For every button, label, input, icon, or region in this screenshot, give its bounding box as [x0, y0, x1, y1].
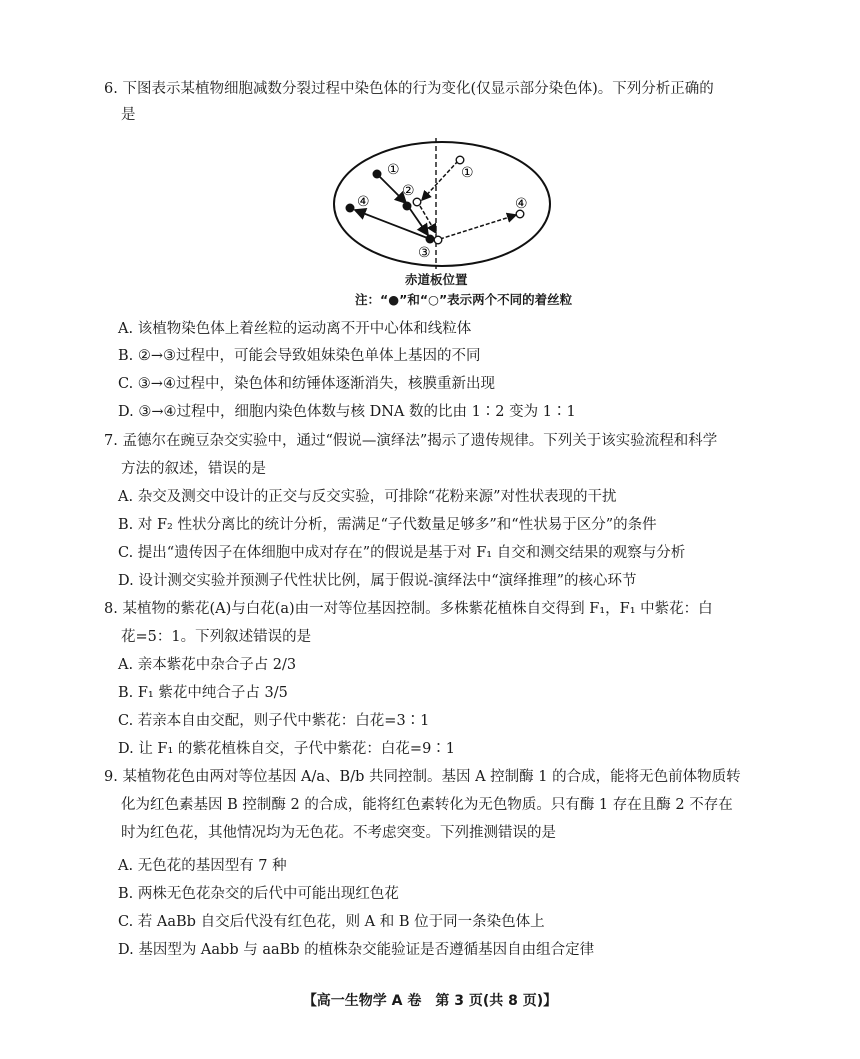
solid-centromere-4 [346, 204, 355, 213]
label-hollow-4: ④ [515, 196, 528, 212]
q8-option-b: B. F₁ 紫花中纯合子占 3/5 [118, 685, 288, 701]
diagram-note: 注：“●”和“○”表示两个不同的着丝粒 [355, 292, 573, 307]
q7-option-c: C. 提出“遗传因子在体细胞中成对存在”的假说是基于对 F₁ 自交和测交结果的观察与分析 [118, 545, 686, 561]
q8-option-d: D. 让 F₁ 的紫花植株自交，子代中紫花：白花=9∶1 [118, 741, 456, 757]
chromosome-diagram-svg [330, 136, 560, 271]
q7-option-a: A. 杂交及测交中设计的正交与反交实验，可排除“花粉来源”对性状表现的干扰 [118, 489, 617, 505]
arrow-2-3 [408, 206, 428, 235]
label-hollow-1: ① [461, 165, 474, 181]
solid-centromere-3 [426, 235, 435, 244]
q9-option-c: C. 若 AaBb 自交后代没有红色花，则 A 和 B 位于同一条染色体上 [118, 914, 545, 930]
q8-option-c: C. 若亲本自由交配，则子代中紫花：白花=3∶1 [118, 713, 430, 729]
arrow-3-4 [355, 210, 430, 239]
dashed-arrow-2-3 [420, 206, 436, 233]
label-solid-2: ② [402, 183, 415, 199]
q6-stem-line1: 6. 下图表示某植物细胞减数分裂过程中染色体的行为变化(仅显示部分染色体)。下列分析正确的 [104, 81, 714, 97]
label-solid-1: ① [387, 162, 400, 178]
q8-stem-line1: 8. 某植物的紫花(A)与白花(a)由一对等位基因控制。多株紫花植株自交得到 F₁，F₁ 中紫花：白 [104, 601, 713, 617]
hollow-centromere-3 [434, 236, 442, 244]
label-solid-4: ④ [357, 194, 370, 210]
solid-centromere-2 [403, 202, 412, 211]
q7-option-b: B. 对 F₂ 性状分离比的统计分析，需满足“子代数量足够多”和“性状易于区分”的条件 [118, 517, 657, 533]
q6-option-d: D. ③→④过程中，细胞内染色体数与核 DNA 数的比由 1∶2 变为 1∶1 [118, 404, 576, 420]
q9-stem-line1: 9. 某植物花色由两对等位基因 A/a、B/b 共同控制。基因 A 控制酶 1 的合成，能将无色前体物质转 [104, 769, 741, 785]
q6-stem-line2: 是 [121, 107, 136, 123]
hollow-centromere-2 [413, 198, 421, 206]
page-footer: 【高一生物学 A 卷 第 3 页(共 8 页)】 [302, 993, 558, 1009]
dashed-arrow-3-4 [440, 215, 516, 239]
q6-option-c: C. ③→④过程中，染色体和纺锤体逐渐消失，核膜重新出现 [118, 376, 495, 392]
q9-option-d: D. 基因型为 Aabb 与 aaBb 的植株杂交能验证是否遵循基因自由组合定律 [118, 942, 595, 958]
solid-centromere-1 [373, 170, 382, 179]
equatorial-plate-caption: 赤道板位置 [405, 272, 468, 287]
q8-stem-line2: 花=5：1。下列叙述错误的是 [121, 629, 312, 645]
q9-stem-line2: 化为红色素基因 B 控制酶 2 的合成，能将红色素转化为无色物质。只有酶 1 存在且酶 2 不存在 [121, 797, 733, 813]
q7-stem-line2: 方法的叙述，错误的是 [121, 461, 266, 477]
q7-stem-line1: 7. 孟德尔在豌豆杂交实验中，通过“假说—演绎法”揭示了遗传规律。下列关于该实验流程和科学 [104, 433, 718, 449]
q8-option-a: A. 亲本紫花中杂合子占 2/3 [118, 657, 297, 673]
hollow-centromere-1 [456, 156, 464, 164]
q9-stem-line3: 时为红色花，其他情况均为无色花。不考虑突变。下列推测错误的是 [121, 825, 556, 841]
q9-option-b: B. 两株无色花杂交的后代中可能出现红色花 [118, 886, 399, 902]
dashed-arrow-1-2 [422, 161, 458, 200]
q6-option-b: B. ②→③过程中，可能会导致姐妹染色单体上基因的不同 [118, 348, 481, 364]
q6-option-a: A. 该植物染色体上着丝粒的运动离不开中心体和线粒体 [118, 321, 472, 337]
label-solid-3: ③ [418, 245, 431, 261]
q9-option-a: A. 无色花的基因型有 7 种 [118, 858, 287, 874]
q7-option-d: D. 设计测交实验并预测子代性状比例，属于假说-演绎法中“演绎推理”的核心环节 [118, 573, 637, 589]
